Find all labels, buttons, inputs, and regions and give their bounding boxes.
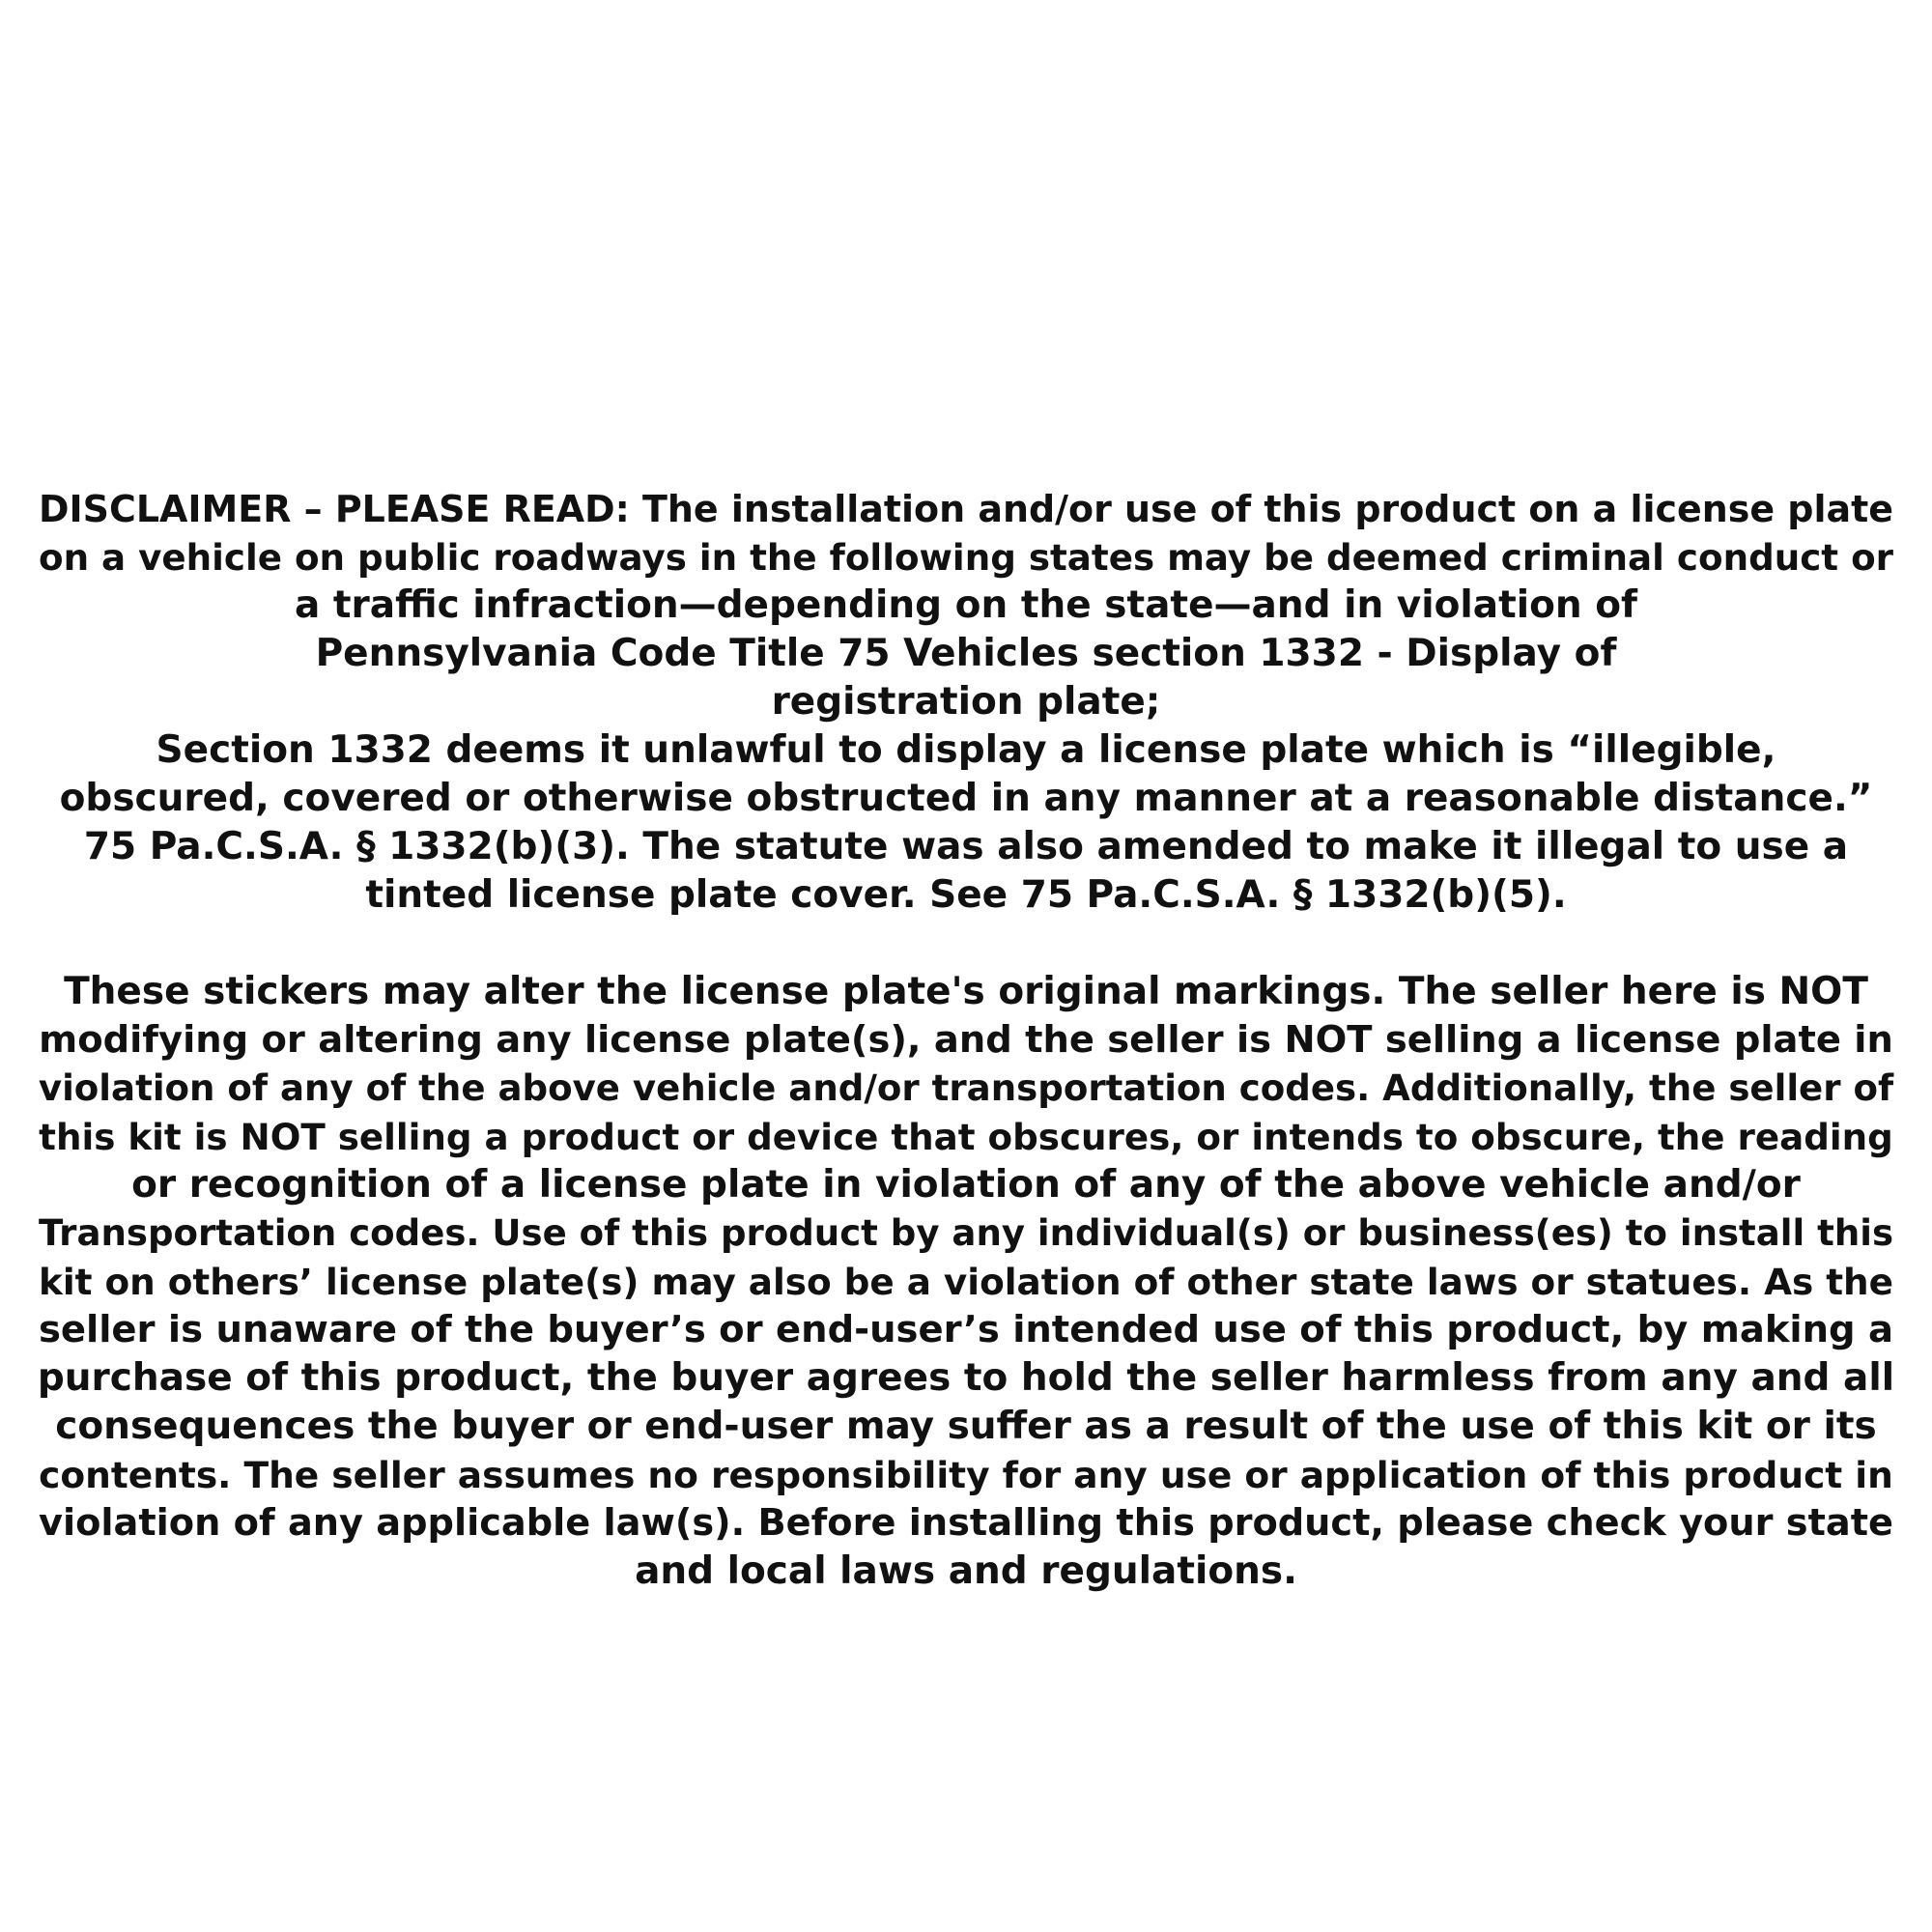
- text-line: contents. The seller assumes no responsibility for any use or application of this product in: [39, 1454, 1893, 1496]
- disclaimer-paragraph-1: [29, 485, 1903, 920]
- text-line: registration plate;: [771, 680, 1161, 724]
- paragraph-spacer: [29, 920, 1903, 968]
- text-line: These stickers may alter the license plate's original markings. The seller here is NOT: [64, 970, 1868, 1013]
- text-line: kit on others’ license plate(s) may also be a violation of other state laws or statues. As the: [39, 1261, 1893, 1303]
- text-line: or recognition of a license plate in violation of any of the above vehicle and/or: [131, 1163, 1801, 1207]
- text-line: a traffic infraction—depending on the state—and in violation of: [295, 583, 1637, 627]
- text-line: consequences the buyer or end-user may suffer as a result of the use of this kit or its: [55, 1405, 1877, 1448]
- text-line: obscured, covered or otherwise obstructed in any manner at a reasonable distance.”: [59, 777, 1873, 820]
- text-line: Section 1332 deems it unlawful to display a license plate which is “illegible,: [156, 728, 1776, 772]
- text-line: on a vehicle on public roadways in the following states may be deemed criminal conduct or: [38, 536, 1894, 579]
- text-line: tinted license plate cover. See 75 Pa.C.S.A. § 1332(b)(5).: [365, 873, 1567, 917]
- text-line: purchase of this product, the buyer agrees to hold the seller harmless from any and all: [37, 1356, 1895, 1400]
- text-line: 75 Pa.C.S.A. § 1332(b)(3). The statute was also amended to make it illegal to use a: [83, 825, 1849, 868]
- text-line: modifying or altering any license plate(s), and the seller is NOT selling a license plate in: [39, 1018, 1893, 1062]
- text-line: violation of any applicable law(s). Before installing this product, please check your state: [39, 1501, 1893, 1545]
- text-line: and local laws and regulations.: [635, 1549, 1297, 1593]
- disclaimer-text: [29, 485, 1903, 1596]
- text-line: Pennsylvania Code Title 75 Vehicles section 1332 - Display of: [315, 632, 1617, 675]
- disclaimer-paragraph-2: [29, 968, 1903, 1596]
- text-line: this kit is NOT selling a product or device that obscures, or intends to obscure, the reading: [39, 1116, 1893, 1158]
- text-line: seller is unaware of the buyer’s or end-user’s intended use of this product, by making a: [38, 1308, 1894, 1351]
- text-line: Transportation codes. Use of this product by any individual(s) or business(es) to install this: [38, 1212, 1894, 1254]
- text-line: violation of any of the above vehicle and/or transportation codes. Additionally, the seller of: [38, 1067, 1894, 1109]
- text-line: DISCLAIMER – PLEASE READ: The installation and/or use of this product on a license plate: [39, 488, 1893, 530]
